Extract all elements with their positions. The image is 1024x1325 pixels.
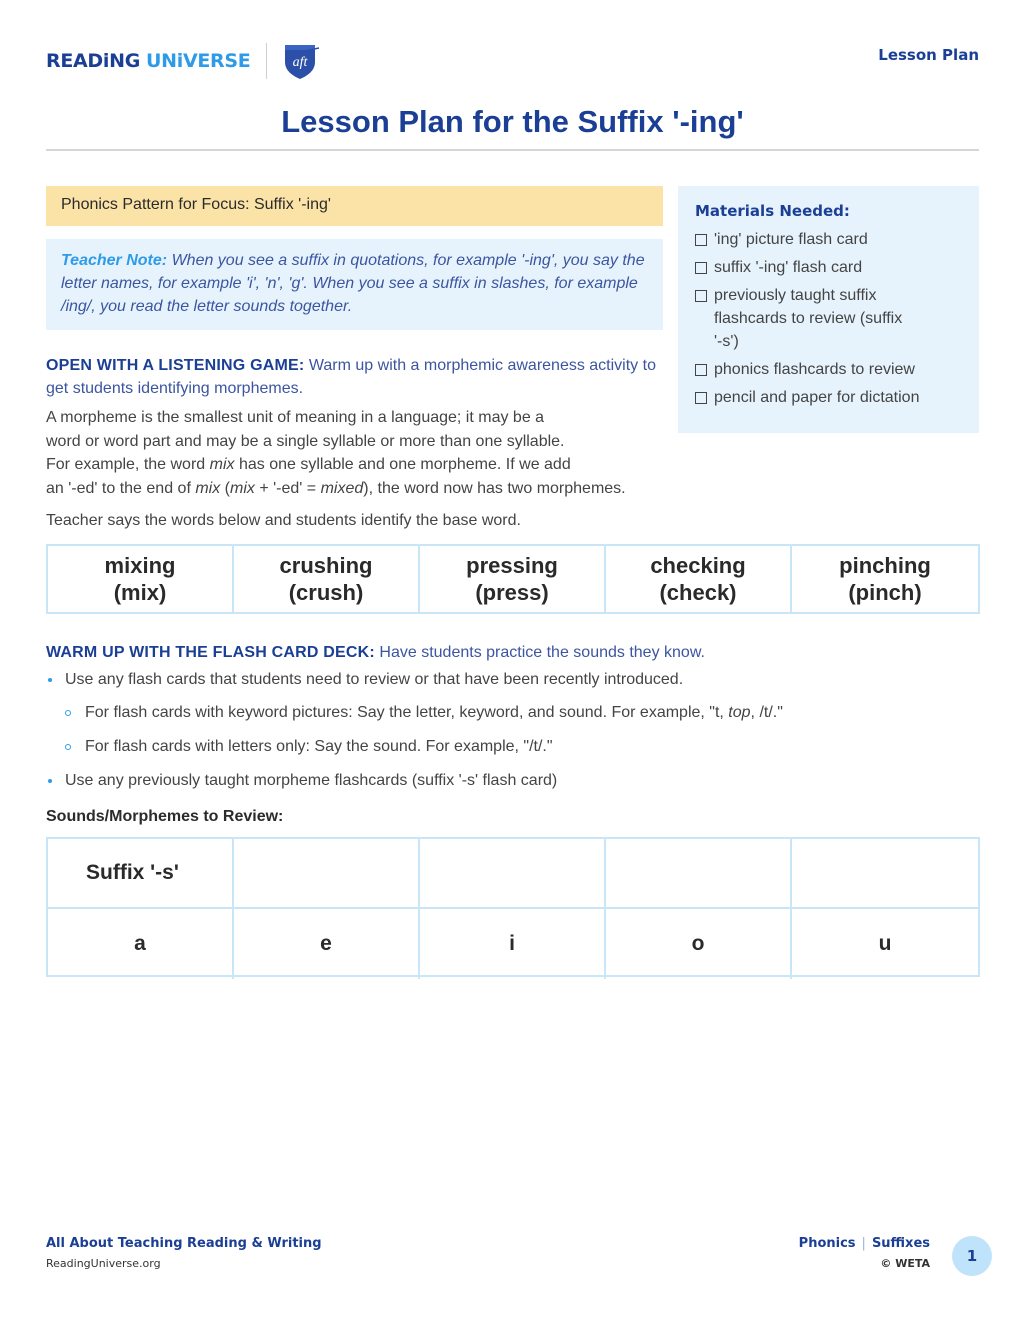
checkbox-icon[interactable] — [695, 234, 707, 246]
teacher-note-text: When you see a suffix in quotations, for example '-ing', you say the letter names, for example 'i', 'n', 'g'. When you see a suffix in slashes, for example /ing/, you read the letter sounds together. — [61, 252, 645, 315]
review-cell: u — [878, 932, 892, 955]
footer-categories — [799, 1236, 930, 1251]
material-label: suffix '-ing' flash card — [714, 259, 863, 276]
page-title: Lesson Plan for the Suffix '-ing' — [281, 104, 744, 139]
material-label: 'ing' picture flash card — [714, 231, 868, 248]
footer-tagline: All About Teaching Reading & Writing — [46, 1236, 322, 1251]
footer-right — [799, 1236, 930, 1270]
page-header — [46, 36, 979, 76]
material-item — [695, 284, 962, 353]
listening-game-heading — [46, 354, 661, 400]
base-word: (crush) — [288, 580, 364, 605]
base-word: (pinch) — [848, 580, 922, 605]
logo-divider — [266, 43, 267, 79]
morpheme-explanation — [46, 406, 746, 500]
footer-url[interactable]: ReadingUniverse.org — [46, 1257, 161, 1270]
words-table — [46, 544, 980, 614]
word-cell — [792, 546, 978, 612]
material-label: pencil and paper for dictation — [714, 389, 920, 406]
word: crushing — [279, 553, 373, 578]
review-table — [46, 837, 980, 977]
document-type-label: Lesson Plan — [878, 46, 979, 64]
flash-card-list — [46, 668, 946, 802]
word: pinching — [839, 553, 931, 578]
page-number-badge: 1 — [952, 1236, 992, 1276]
word-cell — [420, 546, 606, 612]
list-item: Use any flash cards that students need to review or that have been recently introduced. — [46, 668, 946, 701]
review-cell: Suffix '-s' — [48, 839, 234, 909]
material-label: phonics flashcards to review — [714, 361, 915, 378]
review-cell — [792, 839, 978, 909]
teacher-instruction: Teacher says the words below and students identify the base word. — [46, 512, 521, 529]
teacher-note-label: Teacher Note: — [61, 252, 168, 269]
base-word: (check) — [659, 580, 737, 605]
base-word: (mix) — [113, 580, 167, 605]
category-separator: | — [861, 1236, 866, 1251]
category-suffixes: Suffixes — [871, 1236, 930, 1251]
word-cell — [606, 546, 792, 612]
flash-card-text: Have students practice the sounds they know. — [379, 644, 705, 661]
phonics-focus-box — [46, 186, 663, 226]
checkbox-icon[interactable] — [695, 290, 707, 302]
copyright: © WETA — [880, 1257, 930, 1270]
review-cell: i — [420, 909, 606, 979]
word-cell — [48, 546, 234, 612]
word: mixing — [104, 553, 176, 578]
review-label: Sounds/Morphemes to Review: — [46, 808, 284, 825]
review-cell: o — [606, 909, 792, 979]
svg-text:aft: aft — [293, 55, 308, 70]
materials-title: Materials Needed: — [695, 202, 850, 220]
logo-universe-text: UNiVERSE — [146, 50, 251, 72]
explanation-line: For example, the word mix has one syllable and one morpheme. If we add — [46, 456, 571, 473]
explanation-line: word or word part and may be a single syllable or more than one syllable. — [46, 432, 565, 450]
review-cell — [420, 839, 606, 909]
material-item — [695, 228, 962, 251]
title-divider — [46, 149, 979, 151]
checkbox-icon[interactable] — [695, 392, 707, 404]
material-item — [695, 358, 962, 381]
review-cell — [234, 839, 420, 909]
category-phonics: Phonics — [798, 1236, 856, 1251]
flash-card-lead: WARM UP WITH THE FLASH CARD DECK: — [46, 644, 375, 661]
explanation-line: an '-ed' to the end of mix (mix + '-ed' = mixed), the word now has two morphemes. — [46, 479, 626, 497]
checkbox-icon[interactable] — [695, 364, 707, 376]
focus-label: Phonics Pattern for Focus: — [61, 196, 250, 213]
checkbox-icon[interactable] — [695, 262, 707, 274]
reading-universe-logo — [46, 42, 321, 80]
materials-panel — [678, 186, 979, 433]
sub-list-item: For flash cards with keyword pictures: Say the letter, keyword, and sound. For example, "t, top, /t/." — [46, 701, 946, 735]
word: checking — [650, 553, 746, 578]
listening-game-text: Warm up with a morphemic awareness activity to get students identifying morphemes. — [46, 357, 656, 397]
footer-left — [46, 1236, 322, 1270]
focus-value: Suffix '-ing' — [253, 196, 331, 213]
word-cell — [234, 546, 420, 612]
flash-card-heading — [46, 641, 705, 664]
explanation-line: A morpheme is the smallest unit of meaning in a language; it may be a — [46, 409, 545, 426]
logo-reading-text: READiNG — [46, 50, 140, 72]
material-item — [695, 256, 962, 279]
material-label: previously taught suffix flashcards to review (suffix '-s') — [714, 287, 903, 350]
word: pressing — [466, 553, 558, 578]
sub-list-item: For flash cards with letters only: Say the sound. For example, "/t/." — [46, 735, 946, 769]
base-word: (press) — [475, 580, 549, 605]
aft-shield-icon — [281, 42, 321, 80]
teacher-note-box — [46, 239, 663, 330]
listening-game-lead: OPEN WITH A LISTENING GAME: — [46, 357, 305, 374]
list-item: Use any previously taught morpheme flashcards (suffix '-s' flash card) — [46, 769, 946, 802]
review-cell: a — [48, 909, 234, 979]
review-cell: e — [234, 909, 420, 979]
review-cell — [606, 839, 792, 909]
